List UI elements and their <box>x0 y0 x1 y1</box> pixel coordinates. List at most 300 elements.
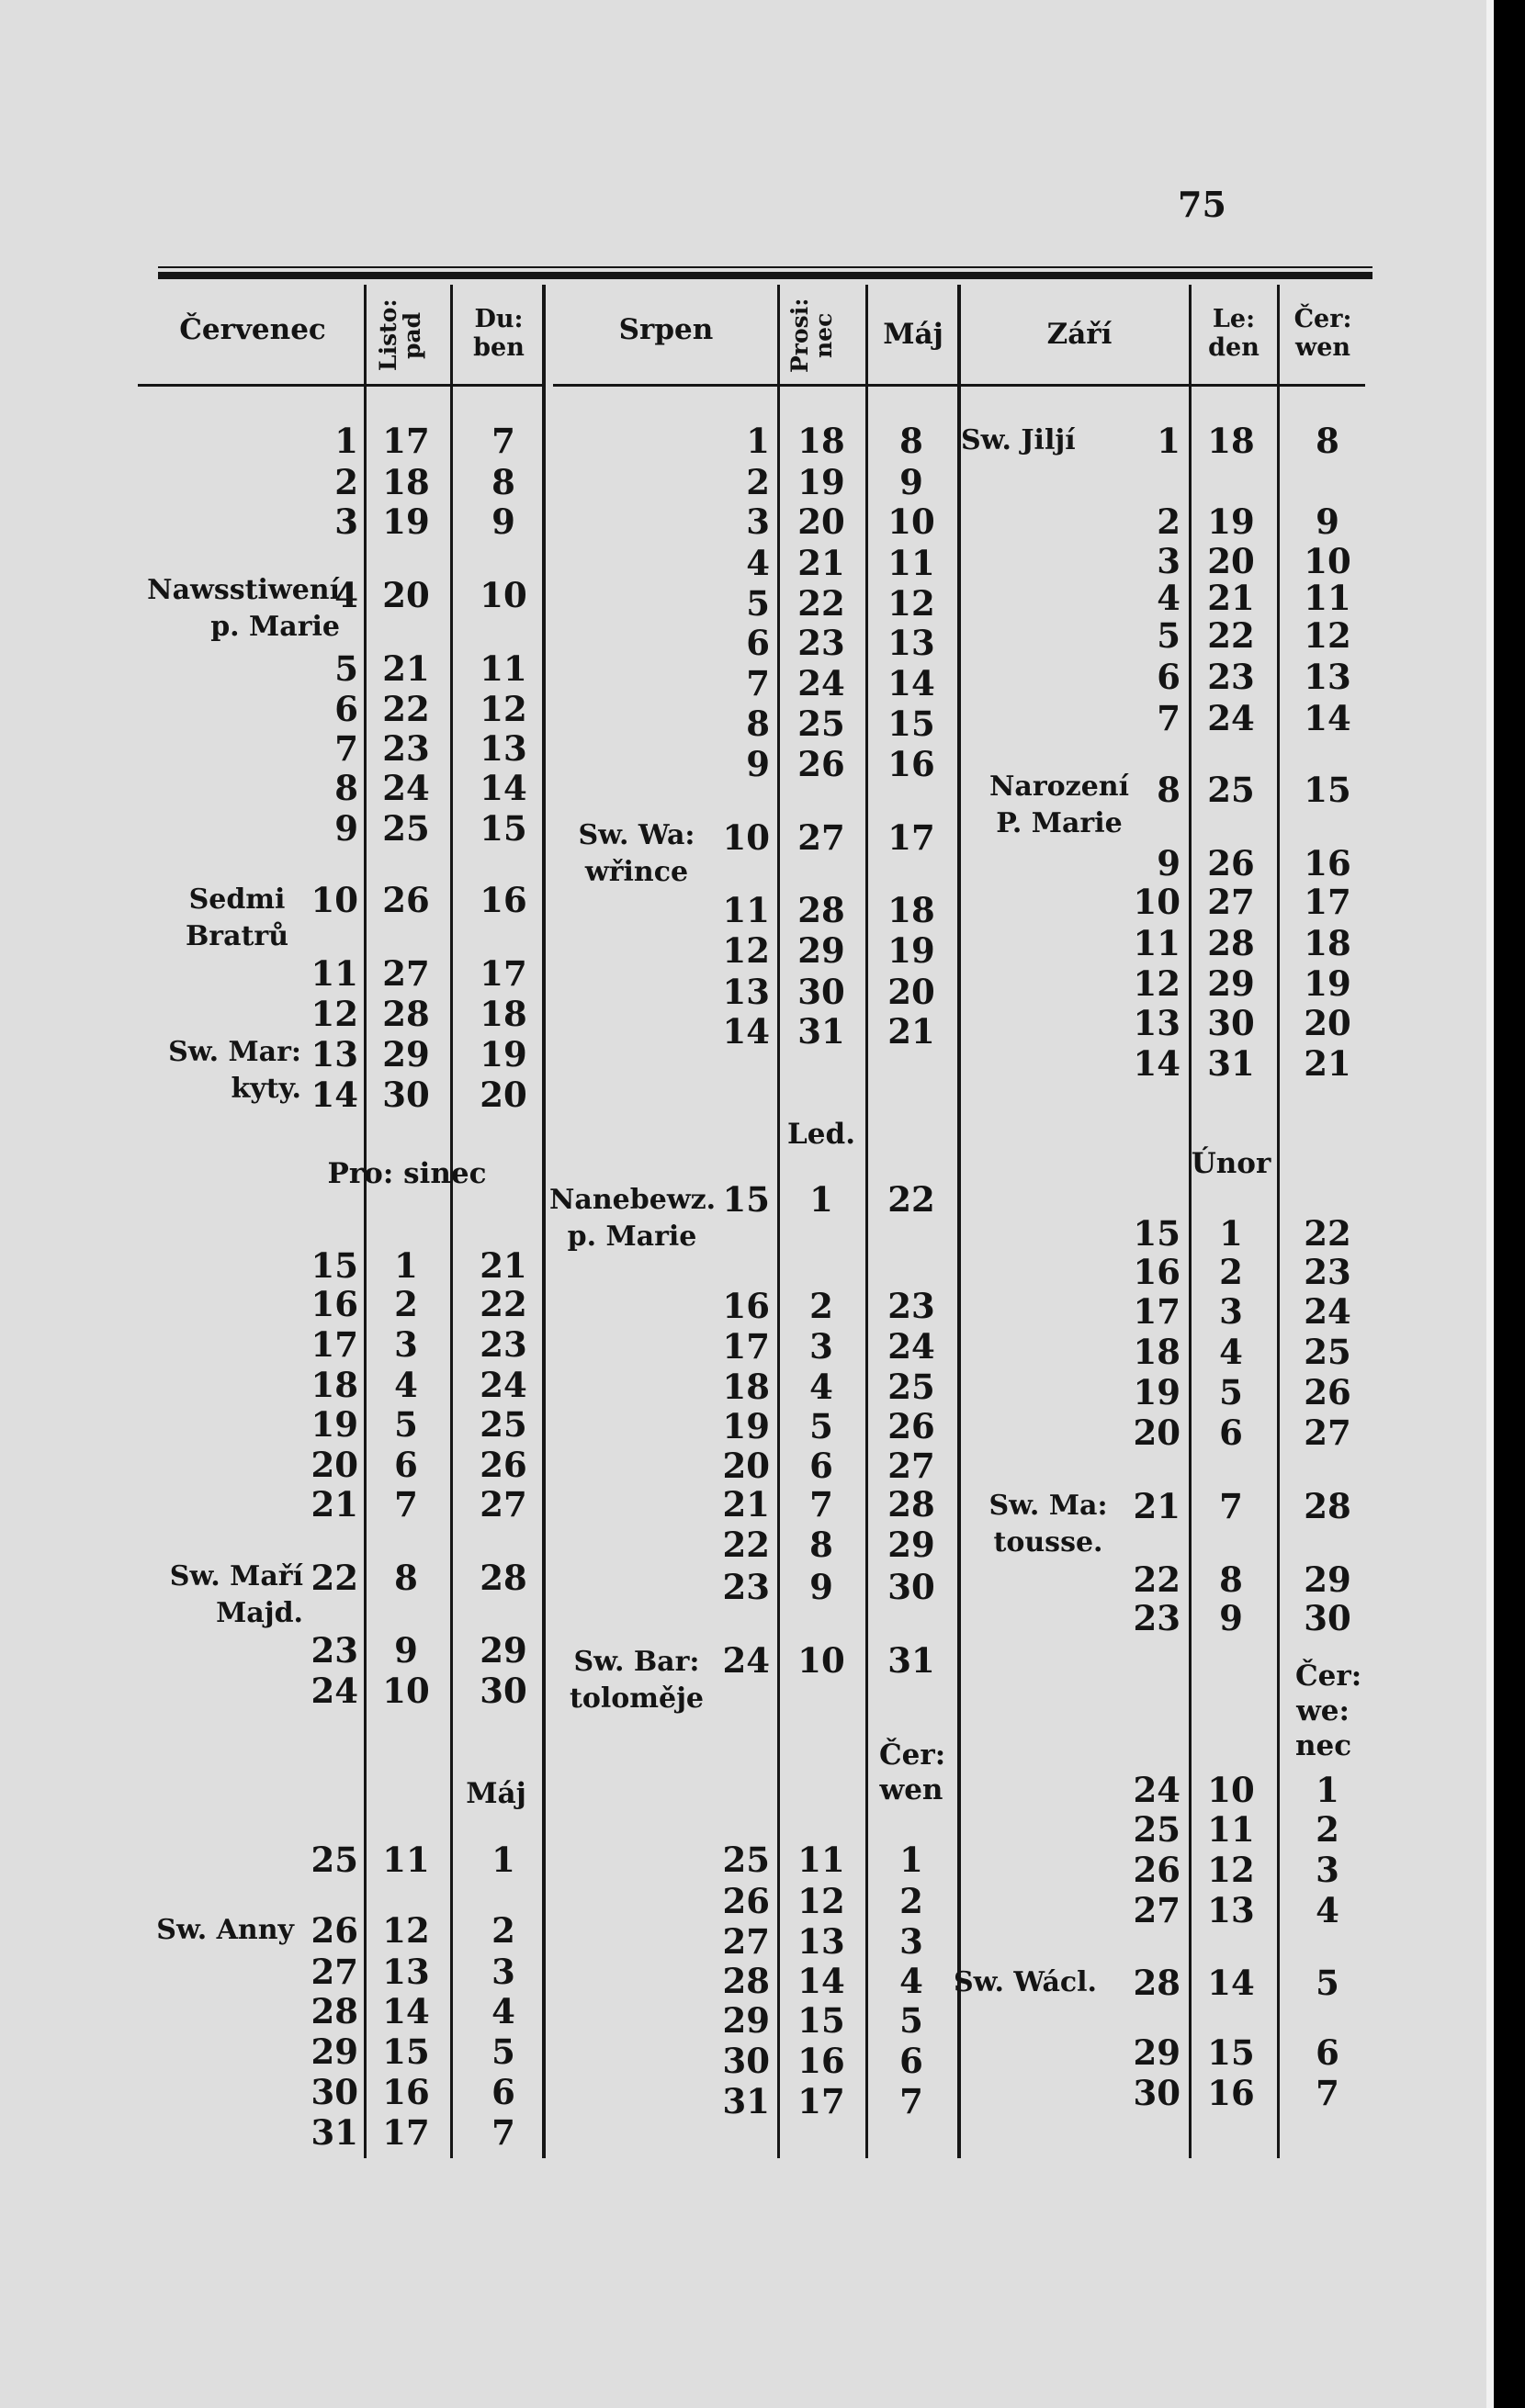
august-cell: 9 <box>809 1567 833 1607</box>
september-cell: 21 <box>1207 578 1255 618</box>
july-cell: 4 <box>394 1365 418 1405</box>
july-cell: 30 <box>382 1075 430 1115</box>
july-cell: 13 <box>311 1034 358 1075</box>
july-cell: 24 <box>311 1671 358 1711</box>
july-cell: 11 <box>480 648 527 689</box>
september-cell: 12 <box>1304 615 1351 656</box>
july-cell: 9 <box>394 1630 418 1671</box>
september-cell: 1 <box>1157 421 1180 461</box>
saint-sedmi: Sedmi Bratrů <box>185 883 289 952</box>
july-cell: 5 <box>491 2031 515 2072</box>
august-cell: 1 <box>899 1840 923 1880</box>
september-cell: 6 <box>1157 657 1180 697</box>
july-cell: 7 <box>394 1484 418 1525</box>
july-cell: 18 <box>382 462 430 502</box>
august-cell: 17 <box>722 1326 770 1367</box>
september-cell: 17 <box>1304 882 1351 922</box>
september-cell: 14 <box>1133 1043 1180 1084</box>
august-cell: 28 <box>797 890 845 930</box>
august-cell: 30 <box>722 2041 770 2081</box>
september-cell: 13 <box>1207 1890 1255 1930</box>
header-bottom-rule-2 <box>553 384 957 387</box>
august-cell: 13 <box>722 972 770 1012</box>
july-cell: 10 <box>311 880 358 920</box>
august-cell: 5 <box>809 1406 833 1446</box>
july-cell: 18 <box>480 994 527 1034</box>
august-cell: 21 <box>722 1484 770 1525</box>
september-cell: 22 <box>1133 1559 1180 1600</box>
july-cell: 18 <box>311 1365 358 1405</box>
top-rule <box>158 272 1372 279</box>
august-cell: 14 <box>797 1961 845 2001</box>
july-cell: 25 <box>382 808 430 849</box>
august-cell: 26 <box>887 1406 935 1446</box>
september-cell: 25 <box>1207 770 1255 810</box>
july-cell: 16 <box>311 1284 358 1324</box>
july-cell: 26 <box>311 1910 358 1951</box>
september-cell: 25 <box>1133 1809 1180 1850</box>
july-cell: 1 <box>491 1840 515 1880</box>
september-cell: 11 <box>1207 1809 1255 1850</box>
september-cell: 24 <box>1133 1770 1180 1810</box>
july-cell: 4 <box>491 1991 515 2031</box>
august-cell: 9 <box>746 744 770 784</box>
august-cell: 28 <box>722 1961 770 2001</box>
july-cell: 28 <box>382 994 430 1034</box>
september-cell: 7 <box>1219 1486 1243 1526</box>
july-cell: 28 <box>480 1558 527 1598</box>
august-cell: 7 <box>899 2081 923 2121</box>
july-cell: 8 <box>334 768 358 808</box>
august-cell: 8 <box>809 1525 833 1565</box>
july-cell: 22 <box>311 1558 358 1598</box>
col-rule <box>364 285 367 2158</box>
top-rule-thin <box>158 266 1372 268</box>
september-cell: 27 <box>1133 1890 1180 1930</box>
september-cell: 14 <box>1304 698 1351 738</box>
september-cell: 11 <box>1133 923 1180 963</box>
september-cell: 27 <box>1304 1412 1351 1453</box>
july-cell: 24 <box>382 768 430 808</box>
september-cell: 10 <box>1207 1770 1255 1810</box>
saint-markyty: Sw. Mar: kyty. <box>168 1036 301 1105</box>
august-cell: 15 <box>887 703 935 744</box>
september-cell: 17 <box>1133 1291 1180 1332</box>
september-cell: 8 <box>1219 1559 1243 1600</box>
august-cell: 25 <box>722 1840 770 1880</box>
july-cell: 23 <box>311 1630 358 1671</box>
september-cell: 15 <box>1133 1213 1180 1254</box>
september-cell: 29 <box>1133 2032 1180 2073</box>
august-cell: 22 <box>887 1179 935 1220</box>
september-cell: 3 <box>1157 541 1180 581</box>
september-cell: 2 <box>1219 1252 1243 1292</box>
month-label-cerwenec: Čer: we: nec <box>1295 1660 1362 1762</box>
august-cell: 14 <box>722 1011 770 1052</box>
september-cell: 8 <box>1157 770 1180 810</box>
col-rule <box>1189 285 1192 2158</box>
august-cell: 16 <box>797 2041 845 2081</box>
july-cell: 2 <box>334 462 358 502</box>
august-cell: 12 <box>722 930 770 971</box>
august-cell: 20 <box>722 1446 770 1486</box>
september-cell: 16 <box>1133 1252 1180 1292</box>
september-cell: 9 <box>1157 843 1180 883</box>
august-cell: 21 <box>797 543 845 583</box>
july-cell: 20 <box>382 575 430 615</box>
september-cell: 10 <box>1304 541 1351 581</box>
september-cell: 2 <box>1157 501 1180 542</box>
july-cell: 8 <box>394 1558 418 1598</box>
month-label-maj: Máj <box>466 1777 526 1810</box>
july-cell: 6 <box>394 1445 418 1485</box>
september-cell: 5 <box>1157 615 1180 656</box>
august-cell: 4 <box>809 1367 833 1407</box>
july-cell: 15 <box>480 808 527 849</box>
july-cell: 12 <box>480 689 527 729</box>
july-cell: 28 <box>311 1991 358 2031</box>
july-cell: 13 <box>480 728 527 769</box>
august-cell: 4 <box>746 543 770 583</box>
august-cell: 24 <box>887 1326 935 1367</box>
august-cell: 15 <box>722 1179 770 1220</box>
september-cell: 3 <box>1219 1291 1243 1332</box>
september-cell: 5 <box>1219 1372 1243 1412</box>
september-cell: 23 <box>1304 1252 1351 1292</box>
august-cell: 20 <box>797 501 845 542</box>
saint-bartolomeje: Sw. Bar: toloměje <box>569 1646 705 1715</box>
july-cell: 9 <box>491 501 515 542</box>
august-cell: 30 <box>887 1567 935 1607</box>
august-cell: 25 <box>887 1367 935 1407</box>
september-cell: 18 <box>1133 1332 1180 1372</box>
september-cell: 18 <box>1207 421 1255 461</box>
september-cell: 26 <box>1133 1850 1180 1890</box>
august-cell: 11 <box>722 890 770 930</box>
month-label-prosinec: Pro: sinec <box>327 1157 487 1190</box>
july-cell: 16 <box>382 2072 430 2112</box>
page-number: 75 <box>1178 184 1226 225</box>
september-cell: 28 <box>1207 923 1255 963</box>
august-cell: 26 <box>722 1881 770 1921</box>
august-cell: 8 <box>899 421 923 461</box>
july-cell: 1 <box>334 421 358 461</box>
august-cell: 11 <box>887 543 935 583</box>
september-cell: 30 <box>1133 2073 1180 2113</box>
july-cell: 15 <box>382 2031 430 2072</box>
col-rule <box>957 285 961 2158</box>
august-cell: 22 <box>797 583 845 624</box>
july-cell: 27 <box>311 1952 358 1992</box>
july-cell: 20 <box>480 1075 527 1115</box>
september-cell: 24 <box>1207 698 1255 738</box>
august-cell: 9 <box>899 462 923 502</box>
july-cell: 21 <box>480 1245 527 1286</box>
july-cell: 22 <box>480 1284 527 1324</box>
august-cell: 27 <box>797 817 845 858</box>
august-cell: 4 <box>899 1961 923 2001</box>
september-cell: 24 <box>1304 1291 1351 1332</box>
september-cell: 20 <box>1207 541 1255 581</box>
july-cell: 8 <box>491 462 515 502</box>
august-cell: 10 <box>722 817 770 858</box>
september-cell: 9 <box>1316 501 1339 542</box>
header-listopad: Listo: pad <box>375 298 425 372</box>
august-cell: 8 <box>746 703 770 744</box>
september-cell: 2 <box>1316 1809 1339 1850</box>
july-cell: 25 <box>480 1404 527 1445</box>
september-cell: 14 <box>1207 1963 1255 2003</box>
july-cell: 21 <box>311 1484 358 1525</box>
september-cell: 10 <box>1133 882 1180 922</box>
september-cell: 18 <box>1304 923 1351 963</box>
saint-jilji: Sw. Jiljí <box>961 424 1076 456</box>
august-cell: 31 <box>887 1640 935 1681</box>
september-cell: 19 <box>1304 963 1351 1004</box>
july-cell: 26 <box>480 1445 527 1485</box>
july-cell: 19 <box>382 501 430 542</box>
august-cell: 23 <box>797 623 845 663</box>
august-cell: 10 <box>887 501 935 542</box>
header-leden: Le: den <box>1208 305 1260 362</box>
august-cell: 5 <box>746 583 770 624</box>
august-cell: 2 <box>746 462 770 502</box>
july-cell: 2 <box>394 1284 418 1324</box>
august-cell: 28 <box>887 1484 935 1525</box>
july-cell: 22 <box>382 689 430 729</box>
july-cell: 30 <box>311 2072 358 2112</box>
july-cell: 21 <box>382 648 430 689</box>
july-cell: 10 <box>480 575 527 615</box>
july-cell: 17 <box>311 1324 358 1365</box>
september-cell: 3 <box>1316 1850 1339 1890</box>
july-cell: 10 <box>382 1671 430 1711</box>
september-cell: 5 <box>1316 1963 1339 2003</box>
july-cell: 15 <box>311 1245 358 1286</box>
september-cell: 31 <box>1207 1043 1255 1084</box>
august-cell: 16 <box>887 744 935 784</box>
august-cell: 13 <box>797 1921 845 1962</box>
july-cell: 6 <box>491 2072 515 2112</box>
page-edge <box>1486 0 1494 2408</box>
july-cell: 23 <box>382 728 430 769</box>
july-cell: 30 <box>480 1671 527 1711</box>
august-cell: 5 <box>899 2000 923 2041</box>
august-cell: 27 <box>887 1446 935 1486</box>
july-cell: 3 <box>491 1952 515 1992</box>
saint-nawstiweni: Nawsstiwení p. Marie <box>147 574 340 643</box>
september-cell: 27 <box>1207 882 1255 922</box>
saint-matousse: Sw. Ma: tousse. <box>988 1490 1108 1558</box>
september-cell: 11 <box>1304 578 1351 618</box>
august-cell: 23 <box>887 1286 935 1326</box>
august-cell: 24 <box>797 663 845 703</box>
col-rule <box>1277 285 1280 2158</box>
july-cell: 14 <box>480 768 527 808</box>
september-cell: 6 <box>1316 2032 1339 2073</box>
july-cell: 20 <box>311 1445 358 1485</box>
september-cell: 30 <box>1207 1003 1255 1043</box>
august-cell: 13 <box>887 623 935 663</box>
august-cell: 7 <box>809 1484 833 1525</box>
september-cell: 7 <box>1157 698 1180 738</box>
august-cell: 12 <box>797 1881 845 1921</box>
header-zari: Září <box>1046 318 1113 351</box>
september-cell: 22 <box>1304 1213 1351 1254</box>
july-cell: 11 <box>311 953 358 994</box>
august-cell: 23 <box>722 1567 770 1607</box>
august-cell: 25 <box>797 703 845 744</box>
july-cell: 19 <box>311 1404 358 1445</box>
saint-anny: Sw. Anny <box>156 1914 294 1946</box>
september-cell: 1 <box>1219 1213 1243 1254</box>
july-cell: 3 <box>334 501 358 542</box>
july-cell: 26 <box>382 880 430 920</box>
july-cell: 1 <box>394 1245 418 1286</box>
july-cell: 5 <box>334 648 358 689</box>
july-cell: 17 <box>382 2112 430 2153</box>
july-cell: 13 <box>382 1952 430 1992</box>
saint-mari-majd: Sw. Maří Majd. <box>169 1560 303 1629</box>
september-cell: 12 <box>1133 963 1180 1004</box>
august-cell: 15 <box>797 2000 845 2041</box>
july-cell: 27 <box>480 1484 527 1525</box>
september-cell: 4 <box>1219 1332 1243 1372</box>
august-cell: 19 <box>887 930 935 971</box>
july-cell: 16 <box>480 880 527 920</box>
august-cell: 14 <box>887 663 935 703</box>
col-rule <box>865 285 868 2158</box>
header-prosinec: Prosi: nec <box>786 298 837 373</box>
july-cell: 23 <box>480 1324 527 1365</box>
month-label-led: Led. <box>787 1118 855 1151</box>
july-cell: 19 <box>480 1034 527 1075</box>
september-cell: 6 <box>1219 1412 1243 1453</box>
july-cell: 11 <box>382 1840 430 1880</box>
july-cell: 9 <box>334 808 358 849</box>
september-cell: 1 <box>1316 1770 1339 1810</box>
august-cell: 6 <box>746 623 770 663</box>
august-cell: 12 <box>887 583 935 624</box>
september-cell: 19 <box>1133 1372 1180 1412</box>
july-cell: 12 <box>382 1910 430 1951</box>
september-cell: 23 <box>1207 657 1255 697</box>
september-cell: 9 <box>1219 1598 1243 1638</box>
july-cell: 29 <box>382 1034 430 1075</box>
col-rule <box>450 285 453 2158</box>
september-cell: 15 <box>1207 2032 1255 2073</box>
september-cell: 4 <box>1316 1890 1339 1930</box>
september-cell: 13 <box>1133 1003 1180 1043</box>
august-cell: 22 <box>722 1525 770 1565</box>
header-bottom-rule-3 <box>961 384 1365 387</box>
september-cell: 4 <box>1157 578 1180 618</box>
august-cell: 31 <box>797 1011 845 1052</box>
header-bottom-rule-1 <box>138 384 542 387</box>
september-cell: 25 <box>1304 1332 1351 1372</box>
header-maj: Máj <box>883 318 943 351</box>
august-cell: 29 <box>797 930 845 971</box>
september-cell: 26 <box>1304 1372 1351 1412</box>
august-cell: 29 <box>887 1525 935 1565</box>
july-cell: 12 <box>311 994 358 1034</box>
september-cell: 13 <box>1304 657 1351 697</box>
month-label-unor: Únor <box>1191 1147 1271 1180</box>
july-cell: 27 <box>382 953 430 994</box>
july-cell: 7 <box>491 2112 515 2153</box>
september-cell: 23 <box>1133 1598 1180 1638</box>
september-cell: 20 <box>1133 1412 1180 1453</box>
september-cell: 21 <box>1304 1043 1351 1084</box>
september-cell: 28 <box>1133 1963 1180 2003</box>
august-cell: 26 <box>797 744 845 784</box>
col-rule <box>777 285 780 2158</box>
month-label-cerwen: Čer: wen <box>879 1738 946 1806</box>
july-cell: 2 <box>491 1910 515 1951</box>
header-cerwen: Čer: wen <box>1293 305 1352 362</box>
saint-wacl: Sw. Wácl. <box>954 1966 1097 1998</box>
july-cell: 6 <box>334 689 358 729</box>
august-cell: 2 <box>899 1881 923 1921</box>
saint-wawrince: Sw. Wa: wřince <box>578 819 695 888</box>
july-cell: 29 <box>311 2031 358 2072</box>
august-cell: 17 <box>797 2081 845 2121</box>
header-cervenec: Červenec <box>179 313 326 346</box>
september-cell: 21 <box>1133 1486 1180 1526</box>
august-cell: 6 <box>899 2041 923 2081</box>
july-cell: 31 <box>311 2112 358 2153</box>
august-cell: 19 <box>722 1406 770 1446</box>
august-cell: 10 <box>797 1640 845 1681</box>
september-cell: 30 <box>1304 1598 1351 1638</box>
august-cell: 24 <box>722 1640 770 1681</box>
september-cell: 8 <box>1316 421 1339 461</box>
july-cell: 3 <box>394 1324 418 1365</box>
september-cell: 16 <box>1207 2073 1255 2113</box>
august-cell: 7 <box>746 663 770 703</box>
august-cell: 18 <box>797 421 845 461</box>
august-cell: 19 <box>797 462 845 502</box>
july-cell: 25 <box>311 1840 358 1880</box>
august-cell: 20 <box>887 972 935 1012</box>
august-cell: 31 <box>722 2081 770 2121</box>
september-cell: 16 <box>1304 843 1351 883</box>
july-cell: 17 <box>480 953 527 994</box>
july-cell: 5 <box>394 1404 418 1445</box>
september-cell: 22 <box>1207 615 1255 656</box>
august-cell: 1 <box>809 1179 833 1220</box>
september-cell: 12 <box>1207 1850 1255 1890</box>
september-cell: 20 <box>1304 1003 1351 1043</box>
august-cell: 30 <box>797 972 845 1012</box>
august-cell: 11 <box>797 1840 845 1880</box>
august-cell: 3 <box>899 1921 923 1962</box>
august-cell: 21 <box>887 1011 935 1052</box>
september-cell: 15 <box>1304 770 1351 810</box>
july-cell: 14 <box>382 1991 430 2031</box>
col-rule <box>542 285 546 2158</box>
header-srpen: Srpen <box>618 313 714 346</box>
july-cell: 4 <box>334 575 358 615</box>
saint-narozeni: Narození P. Marie <box>988 771 1129 839</box>
july-cell: 24 <box>480 1365 527 1405</box>
august-cell: 1 <box>746 421 770 461</box>
july-cell: 14 <box>311 1075 358 1115</box>
august-cell: 18 <box>722 1367 770 1407</box>
july-cell: 17 <box>382 421 430 461</box>
august-cell: 3 <box>809 1326 833 1367</box>
september-cell: 7 <box>1316 2073 1339 2113</box>
